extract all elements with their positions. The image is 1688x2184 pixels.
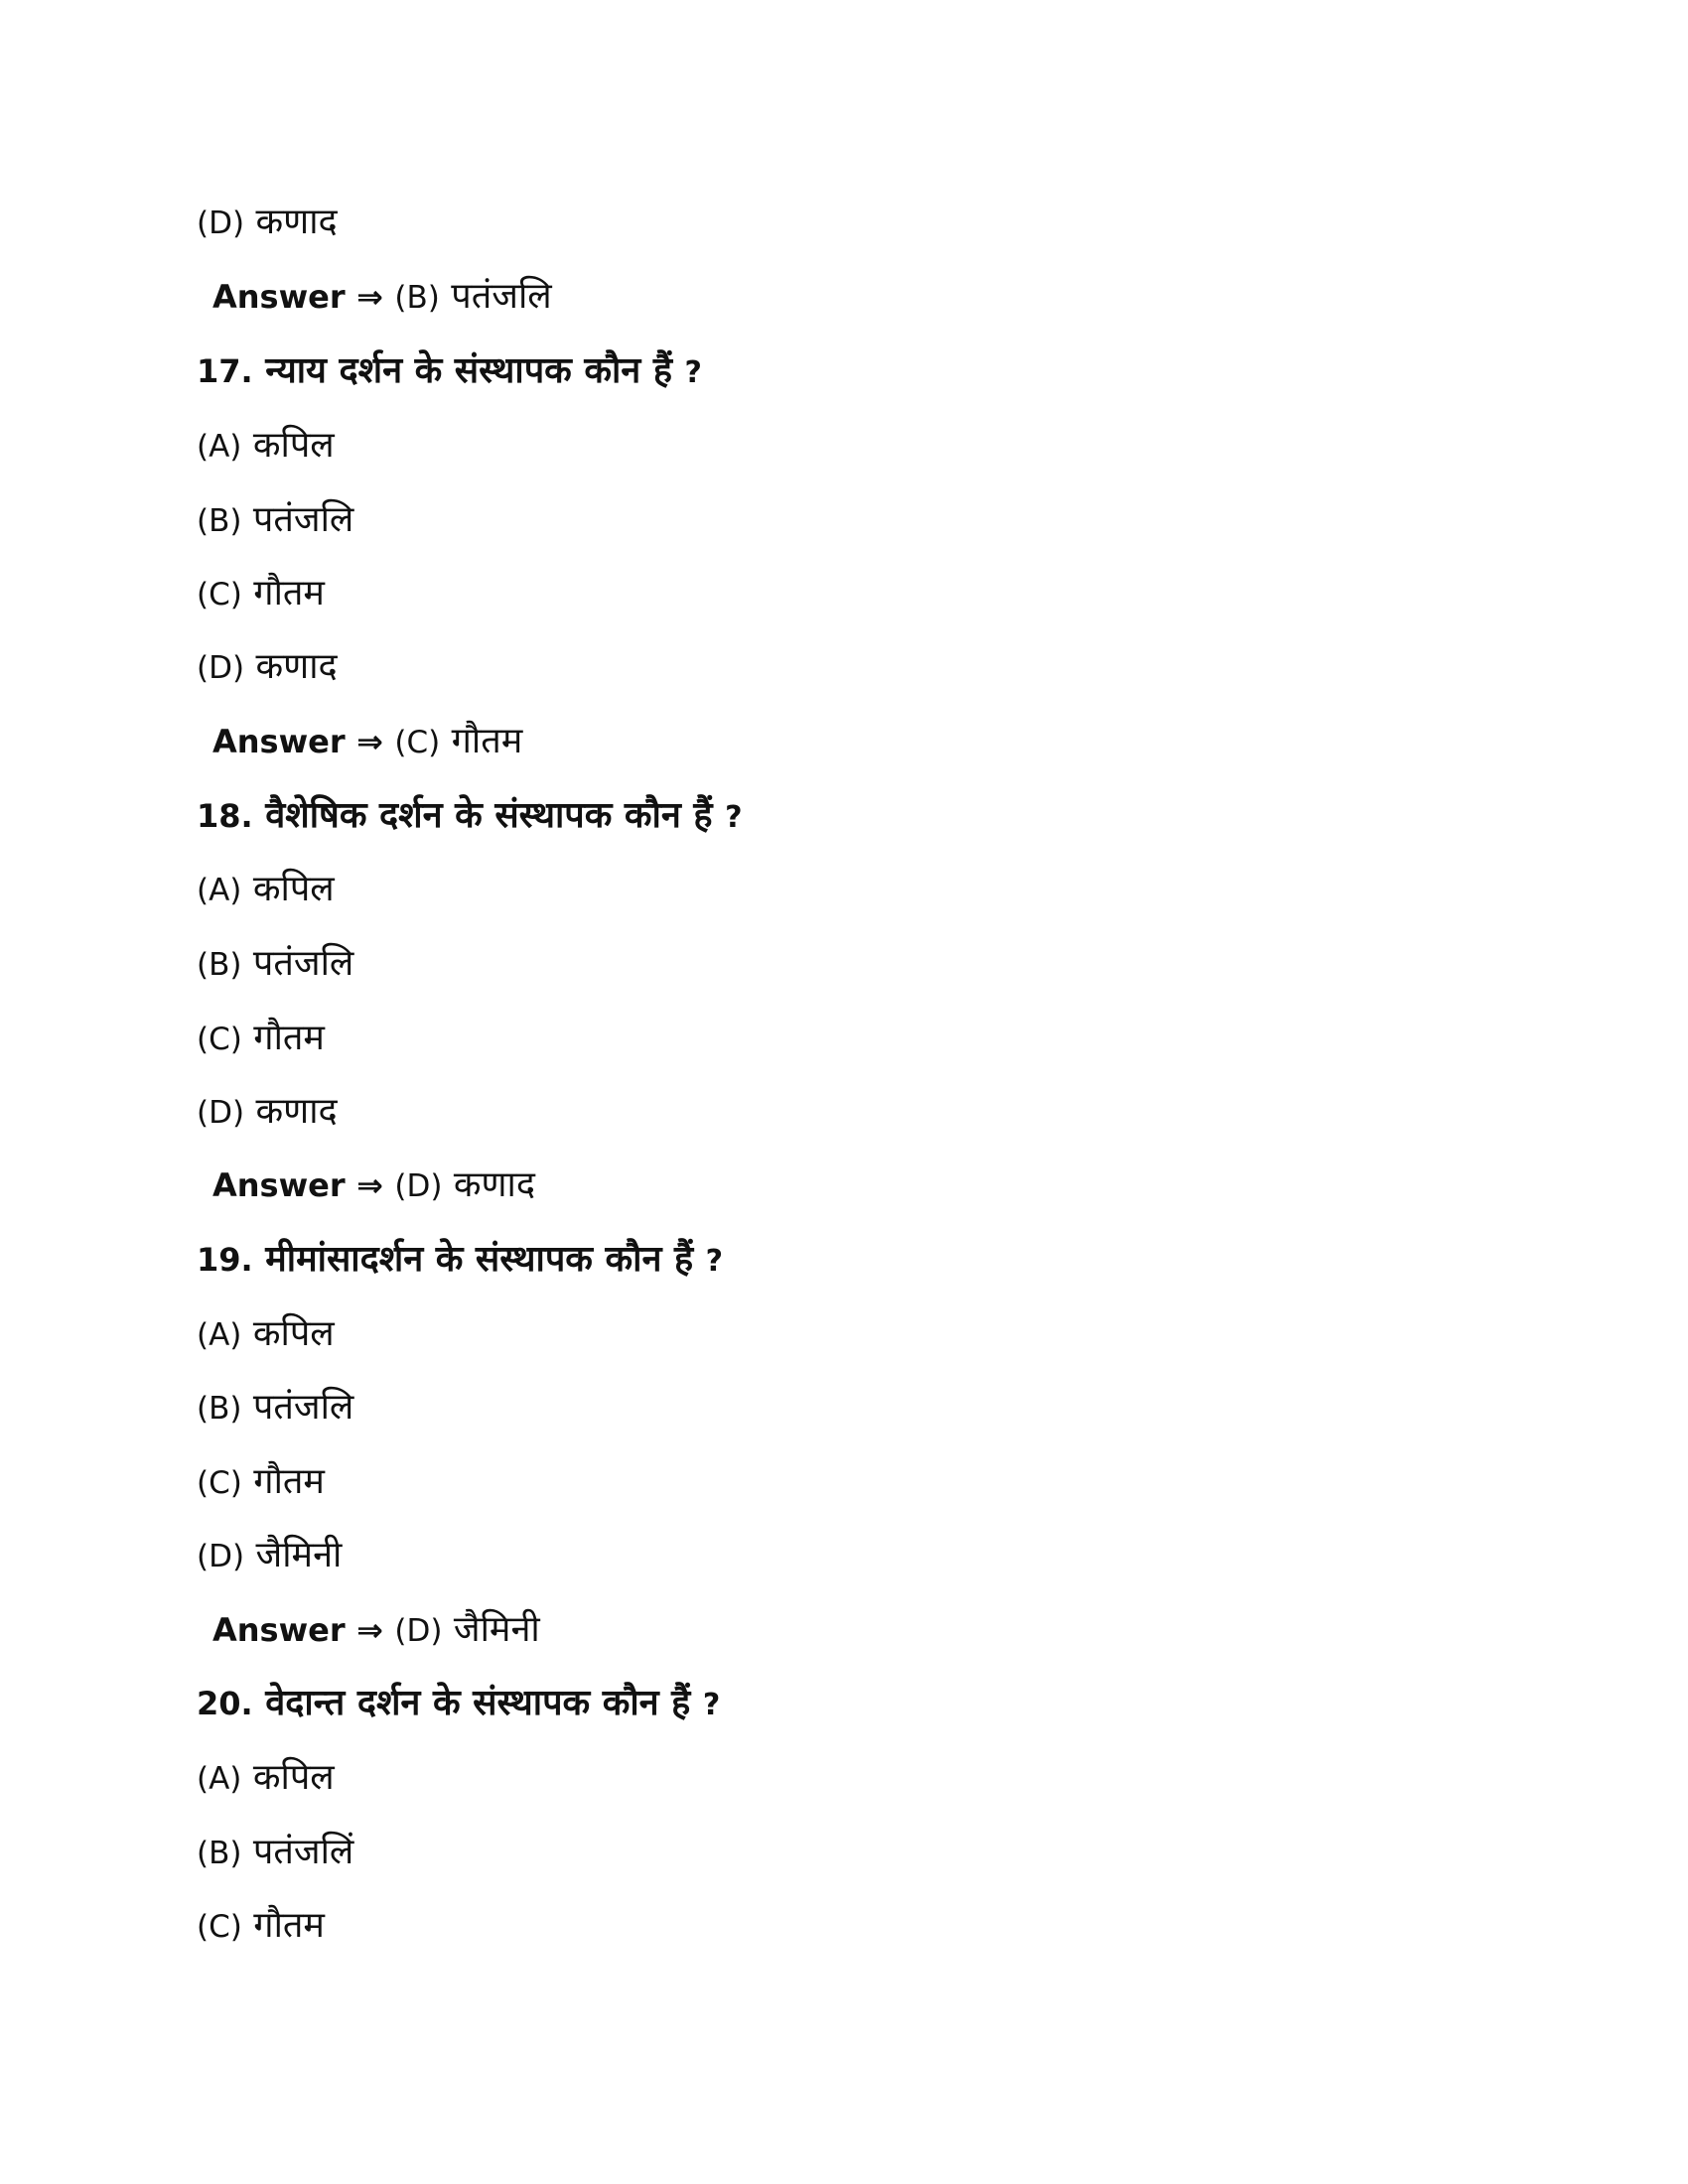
option-line (197, 1088, 338, 1137)
option-label: (D) (197, 1539, 245, 1574)
option-label: (D) (197, 1095, 245, 1131)
answer-label: (B) (394, 280, 440, 316)
question-number: 20. (197, 1685, 253, 1722)
question-text: वेदान्त दर्शन के संस्थापक कौन हैं (265, 1683, 691, 1723)
option-text: पतंजलि (252, 499, 354, 540)
option-label: (A) (197, 873, 242, 908)
option-text: गौतम (253, 573, 325, 614)
answer-label: (D) (394, 1168, 443, 1204)
question-number: 17. (197, 352, 253, 390)
option-label: (A) (197, 1761, 242, 1797)
answer-prefix: Answer (212, 1611, 346, 1649)
question-number: 18. (197, 797, 253, 835)
option-text: कपिल (252, 869, 335, 909)
option-text: कणाद (255, 202, 338, 242)
option-label: (C) (197, 577, 242, 613)
option-label: (B) (197, 503, 242, 539)
option-text: पतंजलि (252, 1387, 354, 1428)
option-label: (C) (197, 1022, 242, 1057)
answer-prefix: Answer (212, 1166, 346, 1204)
question-number: 19. (197, 1241, 253, 1279)
option-label: (A) (197, 429, 242, 465)
option-text: कपिल (252, 1757, 335, 1798)
option-text: पतंजलि (252, 943, 354, 984)
question-line (197, 1236, 723, 1286)
option-line (197, 570, 325, 618)
answer-text: पतंजलि (451, 276, 552, 317)
answer-line (212, 1161, 535, 1210)
question-text: न्याय दर्शन के संस्थापक कौन हैं (265, 350, 672, 391)
question-text: वैशेषिक दर्शन के संस्थापक कौन हैं (265, 795, 713, 836)
answer-text: गौतम (451, 721, 523, 761)
answer-label: (C) (394, 725, 441, 760)
option-line (197, 1458, 325, 1507)
answer-line (212, 273, 552, 322)
answer-text: जैमिनी (453, 1609, 540, 1650)
option-text: गौतम (253, 1461, 325, 1502)
option-label: (D) (197, 650, 245, 686)
option-text: कपिल (252, 1313, 335, 1354)
option-text: कपिल (252, 425, 335, 466)
option-line (197, 496, 353, 545)
option-line (197, 1829, 353, 1877)
answer-line (212, 718, 522, 766)
option-line (197, 199, 338, 247)
option-label: (D) (197, 205, 245, 241)
question-mark: ? (725, 800, 743, 835)
question-mark: ? (684, 355, 702, 390)
option-text: गौतम (253, 1905, 325, 1946)
question-line (197, 1680, 720, 1729)
question-mark: ? (705, 1244, 724, 1279)
option-line (197, 1015, 325, 1063)
option-line (197, 1532, 342, 1580)
answer-text: कणाद (453, 1164, 535, 1205)
answer-arrow: ⇒ (356, 723, 383, 760)
option-line (197, 1754, 335, 1803)
answer-label: (D) (394, 1613, 443, 1649)
option-text: गौतम (253, 1018, 325, 1058)
option-label: (A) (197, 1317, 242, 1353)
option-text: कणाद (255, 646, 338, 687)
option-line (197, 1310, 335, 1359)
option-text: कणाद (255, 1091, 338, 1132)
option-label: (B) (197, 947, 242, 983)
option-label: (C) (197, 1465, 242, 1501)
question-line (197, 792, 742, 842)
option-line (197, 422, 335, 471)
answer-prefix: Answer (212, 723, 346, 760)
option-line (197, 1384, 353, 1433)
answer-prefix: Answer (212, 278, 346, 316)
question-mark: ? (702, 1688, 721, 1722)
option-label: (B) (197, 1836, 242, 1871)
option-line (197, 643, 338, 692)
option-label: (C) (197, 1909, 242, 1945)
answer-line (212, 1606, 540, 1655)
answer-arrow: ⇒ (356, 278, 383, 316)
option-text: पतंजलिं (252, 1832, 354, 1872)
option-label: (B) (197, 1391, 242, 1427)
answer-arrow: ⇒ (356, 1166, 383, 1204)
question-line (197, 347, 702, 397)
option-line (197, 940, 353, 989)
answer-arrow: ⇒ (356, 1611, 383, 1649)
option-line (197, 866, 335, 914)
option-line (197, 1902, 325, 1951)
question-text: मीमांसादर्शन के संस्थापक कौन हैं (265, 1239, 694, 1280)
option-text: जैमिनी (255, 1535, 343, 1575)
